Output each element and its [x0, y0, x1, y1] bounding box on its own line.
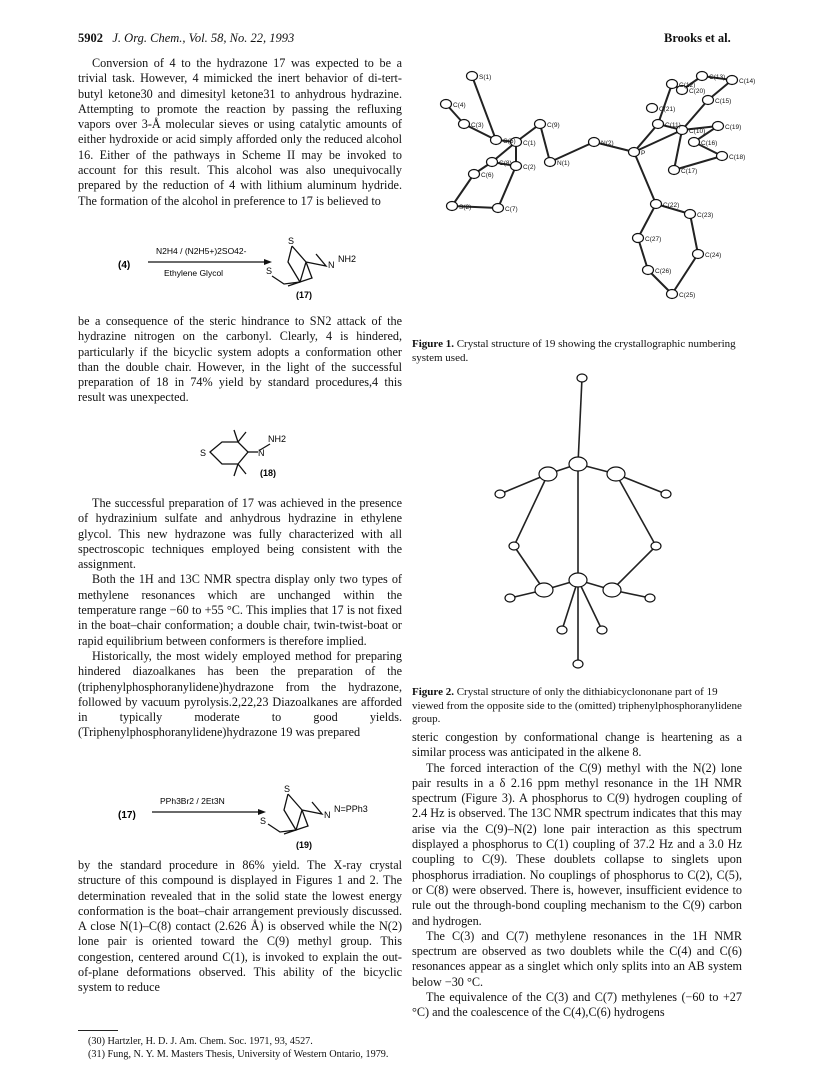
scheme2-reagents-top: PPh3Br2 / 2Et3N	[160, 796, 225, 806]
page-number: 5902	[78, 31, 103, 45]
figure-1-label: Figure 1.	[412, 338, 454, 350]
atom-ellipsoid	[491, 136, 502, 145]
s-atom-bottom: S	[260, 816, 267, 826]
compound-label-17: (17)	[296, 290, 313, 300]
atom-label: N(1)	[557, 160, 570, 167]
atom-label: C(16)	[701, 140, 718, 147]
atom-label: C(14)	[739, 78, 756, 85]
body-paragraph: The C(3) and C(7) methylene resonances in the 1H NMR spectrum are observed as two doublets while the C(4) and C(6) resonances appear as a singlet which only splits into an AB system below −30 °C.	[412, 928, 742, 989]
atom-ellipsoid	[645, 594, 655, 602]
header-authors: Brooks et al.	[664, 31, 731, 45]
atom-ellipsoid	[509, 542, 519, 550]
atom-ellipsoid	[717, 152, 728, 161]
atom-label: C(1)	[523, 140, 536, 147]
bond	[562, 580, 578, 630]
bond	[594, 142, 634, 152]
atom-label: C(8)	[499, 160, 512, 167]
atom-ellipsoid	[607, 467, 625, 481]
bond	[578, 580, 602, 630]
atom-label: C(10)	[689, 128, 706, 135]
body-paragraph: Historically, the most widely employed method for preparing hindered diazoalkanes has been the preparation of the (triphenylphosphoranylidene)hydrazone from the hydrazone, followed by vacuum pyrolysis.2,22,23 Diazoalkanes are afforded in typically moderate to good yields. (Triphenylphosphoranylidene)hydrazone 19 was prepared	[78, 648, 402, 740]
atom-ellipsoid	[511, 162, 522, 171]
footnote-rule	[78, 1030, 118, 1031]
atom-label: C(15)	[715, 98, 732, 105]
atom-ellipsoid	[703, 96, 714, 105]
figure-2-caption	[412, 686, 752, 727]
atom-ellipsoid	[629, 148, 640, 157]
scheme1-reagents-bottom: Ethylene Glycol	[164, 268, 224, 278]
n-atom: N	[258, 448, 265, 458]
atom-ellipsoid	[569, 457, 587, 471]
atom-ellipsoid	[577, 374, 587, 382]
atom-label: C(27)	[645, 236, 662, 243]
footnote-30: (30) Hartzler, H. D. J. Am. Chem. Soc. 1971, 93, 4527.	[88, 1036, 313, 1047]
atom-label: C(20)	[689, 88, 706, 95]
atom-label: C(5)	[503, 138, 516, 145]
atom-ellipsoid	[535, 120, 546, 129]
atom-ellipsoid	[647, 104, 658, 113]
bond	[634, 124, 658, 152]
atom-ellipsoid	[653, 120, 664, 129]
atom-ellipsoid	[643, 266, 654, 275]
compound-label-19: (19)	[296, 840, 313, 850]
atom-label: S(2)	[459, 204, 472, 211]
body-paragraph: The equivalence of the C(3) and C(7) methylenes (−60 to +27 °C) and the coalescence of the C(4),C(6) hydrogens	[412, 990, 742, 1020]
atom-ellipsoid	[545, 158, 556, 167]
atom-ellipsoid	[685, 210, 696, 219]
atom-ellipsoid	[697, 72, 708, 81]
atom-label: C(9)	[547, 122, 560, 129]
atom-ellipsoid	[495, 490, 505, 498]
atom-ellipsoid	[651, 542, 661, 550]
atom-ellipsoid	[469, 170, 480, 179]
arrowhead	[258, 809, 266, 815]
n-atom: N	[328, 260, 335, 270]
atom-label: C(2)	[523, 164, 536, 171]
compound-label-18: (18)	[260, 468, 277, 478]
scheme1-reactant: (4)	[118, 260, 131, 271]
reaction-scheme-2	[116, 780, 386, 852]
s-atom: S	[200, 448, 207, 458]
atom-ellipsoid	[467, 72, 478, 81]
atom-ellipsoid	[597, 626, 607, 634]
bicyclic-skeleton-19	[268, 794, 322, 834]
atom-ellipsoid	[633, 234, 644, 243]
scheme1-reagents-top: N2H4 / (N2H5+)2SO42-	[156, 246, 247, 256]
atom-ellipsoid	[667, 80, 678, 89]
figure-1-caption-text: Crystal structure of 19 showing the crystallographic numbering system used.	[412, 338, 736, 364]
bond	[452, 174, 474, 206]
arrowhead	[264, 259, 272, 265]
s-atom-top: S	[284, 784, 291, 794]
atom-label: C(23)	[697, 212, 714, 219]
bond	[690, 214, 698, 254]
bond	[578, 378, 582, 464]
atom-label: P	[641, 150, 646, 157]
left-column-block-3	[78, 496, 402, 741]
body-paragraph: Conversion of 4 to the hydrazone 17 was expected to be a trivial task. However, 4 mimicked the inert behavior of di-tert-butyl ketone30 and dimesityl ketone31 to anhydrous hydrazine. Attempting to promote the reaction by passing the refluxing vapors over 3-Å molecular sieves or using catalytic amounts of either hydroxide or acid simply afforded only the reduced alcohol 16. Either of the pathways in Scheme II may be invoked to account for this result. This alcohol was also unequivocally prepared by the reduction of 4 with lithium aluminum hydride. The formation of the alcohol in preference to 17 is believed to	[78, 56, 402, 208]
body-paragraph: Both the 1H and 13C NMR spectra display only two types of methylene resonances which are unchanged within the temperature range −60 to +55 °C. This implies that 17 is not fixed in the boat–chair conformation; a double chair, twin-twist-boat or rapid equilibrium between conformers is therefore implied.	[78, 572, 402, 648]
footnote-31: (31) Fung, N. Y. M. Masters Thesis, University of Western Ontario, 1979.	[88, 1048, 389, 1060]
atom-label: C(7)	[505, 206, 518, 213]
figure-2-label: Figure 2.	[412, 686, 454, 698]
atom-ellipsoid	[603, 583, 621, 597]
atom-label: C(12)	[679, 82, 696, 89]
journal-citation: J. Org. Chem., Vol. 58, No. 22, 1993	[112, 31, 295, 45]
nh2-group: NH2	[338, 254, 357, 264]
atom-ellipsoid	[557, 626, 567, 634]
figure-2-crystal-structure	[470, 366, 700, 676]
atom-ellipsoid	[661, 490, 671, 498]
bond	[514, 474, 548, 546]
atom-ellipsoid	[569, 573, 587, 587]
bond	[672, 254, 698, 294]
bond	[682, 100, 708, 130]
figure-2-caption-text: Crystal structure of only the dithiabicyclononane part of 19 viewed from the opposite side to the (omitted) triphenylphosphoranylidene group.	[412, 686, 742, 725]
body-paragraph: The forced interaction of the C(9) methyl with the N(2) lone pair results in a δ 2.16 ppm methyl resonance in the 1H NMR spectrum (Figure 3). A phosphorus to C(9) hydrogen coupling of 2.4 Hz is observed. The 13C NMR spectrum indicates that this may arise via the C(9)–N(2) lone pair interaction as this spectrum displayed a phosphorus to C(1) coupling of 37.2 Hz and a 3.0 Hz coupling to C(9). These doublets collapse to singlets upon phosphorus irradiation. No couplings of phosphorus to C(2), C(5), or C(8) were observed. There is, however, insufficient evidence to rule out the through-bond coupling mechanism to the C(9) carbon and hydrogen.	[412, 760, 742, 928]
n-atom: N	[324, 810, 331, 820]
n-pph3-group: N=PPh3	[334, 804, 368, 814]
bond	[658, 84, 672, 124]
atom-ellipsoid	[713, 122, 724, 131]
atom-label: C(19)	[725, 124, 742, 131]
atom-label: C(4)	[453, 102, 466, 109]
atom-ellipsoid	[667, 290, 678, 299]
footnotes	[78, 1036, 402, 1061]
bond	[634, 152, 656, 204]
atom-ellipsoid	[693, 250, 704, 259]
atom-label: C(11)	[665, 122, 681, 129]
atom-ellipsoid	[459, 120, 470, 129]
atom-label: C(26)	[655, 268, 672, 275]
atom-ellipsoid	[651, 200, 662, 209]
atom-label: C(22)	[663, 202, 680, 209]
atom-ellipsoid	[487, 158, 498, 167]
atom-label: C(13)	[709, 74, 726, 81]
atom-ellipsoid	[573, 660, 583, 668]
bond	[612, 546, 656, 590]
atom-label: C(24)	[705, 252, 722, 259]
atom-ellipsoid	[493, 204, 504, 213]
atom-ellipsoid	[727, 76, 738, 85]
atom-label: N(2)	[601, 140, 614, 147]
scheme2-reactant: (17)	[118, 810, 136, 821]
atom-ellipsoid	[589, 138, 600, 147]
atom-ellipsoid	[447, 202, 458, 211]
running-header	[78, 31, 294, 46]
nh2-group: NH2	[268, 434, 287, 444]
left-column-block-1	[78, 56, 402, 209]
left-column-block-2	[78, 314, 402, 406]
body-paragraph: be a consequence of the steric hindrance to SN2 attack of the hydrazine nitrogen on the carbonyl. Clearly, 4 is hindered, particularly if the bicyclic system adopts a conformation other than the double chair. However, in the light of the successful preparation of 18 in 74% yield by standard procedures,4 this result was unexpected.	[78, 314, 402, 405]
bond	[634, 130, 682, 152]
reaction-scheme-1	[116, 232, 376, 304]
figure-1-caption	[412, 338, 752, 365]
atom-ellipsoid	[539, 467, 557, 481]
left-column-block-4	[78, 858, 402, 996]
bond	[540, 124, 550, 162]
body-paragraph: by the standard procedure in 86% yield. The X-ray crystal structure of this compound is displayed in Figures 1 and 2. The determination revealed that in the solid state the lowest energy conformation is the boat–chair arrangement previously discussed. A close N(1)–C(8) contact (2.626 Å) is observed while the N(2) lone pair is oriented toward the C(9) methyl group. This congestion, centered around C(1), is invoked to explain the out-of-plane deformations observed. This ability of the bicyclic system to reduce	[78, 858, 402, 995]
bond	[498, 166, 516, 208]
right-column-block	[412, 730, 742, 1021]
atom-ellipsoid	[441, 100, 452, 109]
body-paragraph: The successful preparation of 17 was achieved in the presence of hydrazinium sulfate and anhydrous hydrazine in ethylene glycol. This new hydrazone was fully characterized with all spectroscopic techniques employed being consistent with the assignment.	[78, 496, 402, 572]
body-paragraph: steric congestion by conformational change is heartening as a similar process was anticipated in the alkene 8.	[412, 730, 742, 760]
atom-label: C(17)	[681, 168, 698, 175]
bond	[638, 204, 656, 238]
atom-ellipsoid	[505, 594, 515, 602]
structure-18	[196, 424, 306, 486]
atom-label: C(6)	[481, 172, 494, 179]
atom-label: C(18)	[729, 154, 746, 161]
atom-label: C(21)	[659, 106, 676, 113]
atom-label: C(3)	[471, 122, 484, 129]
bond	[550, 142, 594, 162]
atom-ellipsoid	[535, 583, 553, 597]
bond	[674, 130, 682, 170]
atom-label: S(1)	[479, 74, 492, 81]
atom-ellipsoid	[689, 138, 700, 147]
figure-1-crystal-structure	[432, 58, 768, 310]
bond	[616, 474, 656, 546]
s-atom-top: S	[288, 236, 295, 246]
atom-label: C(25)	[679, 292, 696, 299]
atom-ellipsoid	[669, 166, 680, 175]
s-atom-bottom: S	[266, 266, 273, 276]
bicyclic-skeleton-17	[272, 246, 326, 286]
